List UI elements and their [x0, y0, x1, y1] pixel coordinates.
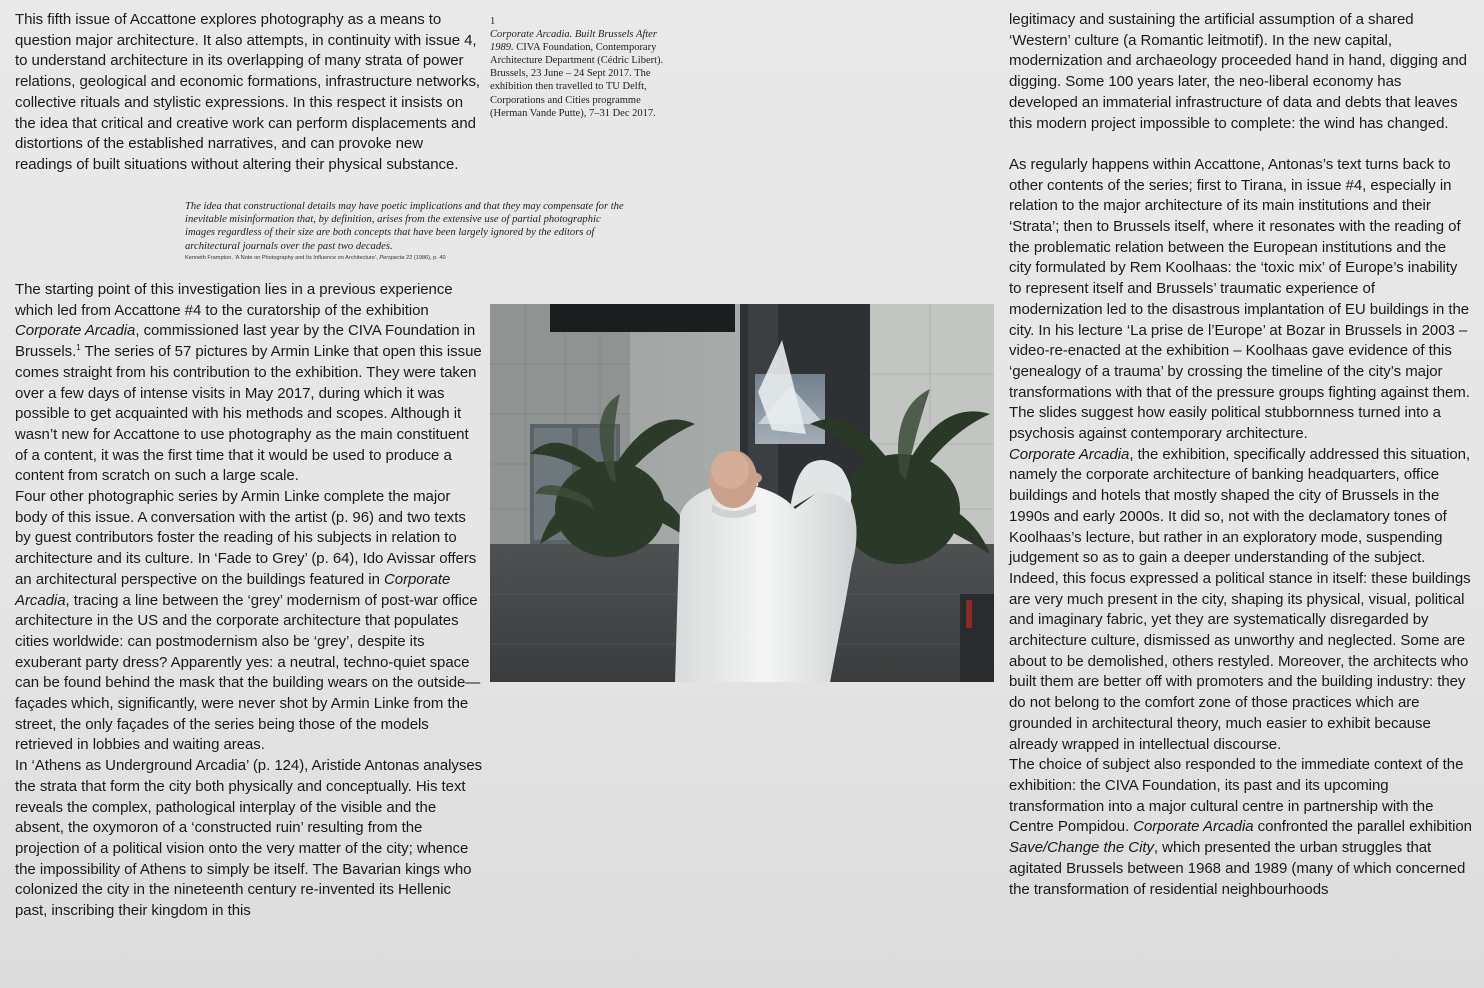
citation-journal: Perspecta [379, 255, 405, 261]
right-paragraph-4 [1009, 755, 1472, 900]
citation-issue: 22 (1986), p. 40 [404, 255, 446, 261]
exhibition-title: Save/Change the City [1009, 839, 1154, 857]
left-paragraph-2 [15, 487, 483, 756]
paragraph-gap [1009, 134, 1472, 155]
epigraph-citation [185, 255, 645, 262]
text-run: , commissioned last year by the CIVA Foundation in Brussels. [15, 322, 476, 361]
text-run: , which presented the urban struggles that agitated Brussels between 1968 and 1989 (many of which concerned the transformation of residential neighbourhoods [1009, 839, 1466, 898]
footnote [490, 15, 675, 120]
exhibition-title: Corporate Arcadia [1133, 818, 1254, 836]
citation-author: Kenneth Frampton, ‘A Note on Photography and Its Influence on Architecture’, [185, 255, 380, 261]
intro-paragraph [15, 10, 480, 176]
left-paragraph-1 [15, 280, 483, 487]
footnote-title: Corporate Arcadia. Built Brussels After 1989. [490, 29, 657, 54]
epigraph-quote: The idea that constructional details may have poetic implications and that they may compensate for the inevitable misinformation that, by definition, arises from the extensive use of partial photographic images regardless of their size are both concepts that have been largely ignored by the editors of architectural journals over the past two decades. [185, 201, 624, 252]
right-paragraph-1: legitimacy and sustaining the artificial assumption of a shared ‘Western’ culture (a Romantic leitmotif). In the new capital, modernization and archaeology proceeded hand in hand, digging and digging. Some 100 years later, the neo-liberal economy has developed an immaterial infrastructure of data and debts that leaves this modern project impossible to complete: the wind has changed. [1009, 11, 1467, 132]
left-paragraph-3: In ‘Athens as Underground Arcadia’ (p. 124), Aristide Antonas analyses the strata that form the city both physically and conceptually. His text reveals the complex, pathological interplay of the visible and the absent, the oxymoron of a ‘constructed ruin’ resulting from the projection of a political vision onto the very matter of the city; whence the impossibility of Athens to simply be itself. The Bavarian kings who colonized the city in the nineteenth century re-invented its Hellenic past, inscribing their kingdom in this [15, 757, 483, 920]
text-run: The starting point of this investigation lies in a previous experience which led from Accattone #4 to the curatorship of the exhibition [15, 281, 453, 319]
footnote-number: 1 [490, 16, 496, 27]
exhibition-photograph [490, 304, 994, 682]
right-paragraph-2: As regularly happens within Accattone, Antonas’s text turns back to other contents of the series; first to Tirana, in issue #4, especially in relation to the major architecture of its main institutions and their ‘Strata’; then to Brussels itself, where it resonates with the reading of the problematic relation between the European institutions and the city formulated by Rem Koolhaas: the ‘toxic mix’ of Europe’s inability to represent itself and Brussels’ traumatic experience of modernization led to the disastrous implantation of EU buildings in the city. In his lecture ‘La prise de l’Europe’ at Bozar in Brussels in 2003 – video-re-enacted at the exhibition – Koolhaas gave evidence of this ‘genealogy of a trauma’ by crossing the timeline of the city’s major transformations with that of the pressure groups fighting against them. The slides suggest how easily political stubbornness turned into a psychosis against contemporary architecture. [1009, 155, 1470, 443]
footnote-ref: 1 [76, 343, 81, 353]
right-text-column [1009, 10, 1472, 900]
left-text-column [15, 280, 483, 922]
text-run: , tracing a line between the ‘grey’ modernism of post-war office architecture in the US and the corporate architecture that populates cities worldwide: can postmodernism also be ‘grey’, despite its exuberant party dress? Apparently yes: a neutral, techno-quiet space can be found behind the mask that the building wears on the outside—façades which, significantly, were never shot by Armin Linke from the street, the only façades of the series being those of the models retrieved in lobbies and waiting areas. [15, 591, 481, 754]
right-paragraph-3 [1009, 445, 1472, 756]
intro-text: This fifth issue of Accattone explores photography as a means to question major architecture. It also attempts, in continuity with issue 4, to understand architecture in its overlapping of many strata of power relations, geological and economic formations, infrastructure networks, collective rituals and stylistic expressions. In this respect it insists on the idea that critical and creative work can perform displacements and distortions of the established narratives, and can provoke new readings of built situations without altering their physical substance. [15, 11, 481, 173]
text-run: Four other photographic series by Armin Linke complete the major body of this issue. A conversation with the artist (p. 96) and two texts by guest contributors foster the reading of his subjects in relation to architecture and its culture. In ‘Fade to Grey’ (p. 64), Ido Avissar offers an architectural perspective on the buildings featured in [15, 488, 477, 588]
text-run: The choice of subject also responded to the immediate context of the exhibition: the CIVA Foundation, its past and its upcoming transformation into a major cultural centre in partnership with the Centre Pompidou. [1009, 756, 1464, 836]
footnote-body: CIVA Foundation, Contemporary Architecture Department (Cédric Libert). Brussels, 23 June – 24 Sept 2017. The exhibition then travelled to TU Delft, Corporations and Cities programme (Herman Vande Putte), 7–31 Dec 2017. [490, 42, 664, 119]
exhibition-title: Corporate Arcadia [1009, 445, 1130, 463]
text-run: , the exhibition, specifically addressed this situation, namely the corporate architecture of banking headquarters, office buildings and hotels that mostly shaped the city of Brussels in the 1990s and early 2000s. It did so, not with the declamatory tones of Koolhaas’s lecture, but rather in an exploratory mode, suspending judgement so as to gain a deeper understanding of the subject. Indeed, this focus expressed a political stance in itself: these buildings are very much present in the city, shaping its physical, visual, political and imaginary fabric, yet they are systematically disregarded by architecture culture, dismissed as unworthy and neglected. Some are about to be demolished, others restyled. Moreover, the architects who built them are better off with promoters and the building industry: they do not belong to the comfort zone of those practices which are grounded in architectural theory, much easier to exhibit because already wrapped in intellectual discourse. [1009, 445, 1471, 753]
exhibition-title: Corporate Arcadia [15, 570, 451, 609]
text-run: The series of 57 pictures by Armin Linke that open this issue comes straight from his contribution to the exhibition. They were taken over a few days of intense visits in May 2017, during which it was possible to get acquainted with his methods and scopes. Although it wasn’t new for Accattone to use photography as the main constituent of a content, it was the first time that it would be used to produce a content from scratch on such a large scale. [15, 343, 482, 485]
exhibition-title: Corporate Arcadia [15, 322, 136, 340]
text-run: confronted the parallel exhibition [1253, 818, 1472, 836]
